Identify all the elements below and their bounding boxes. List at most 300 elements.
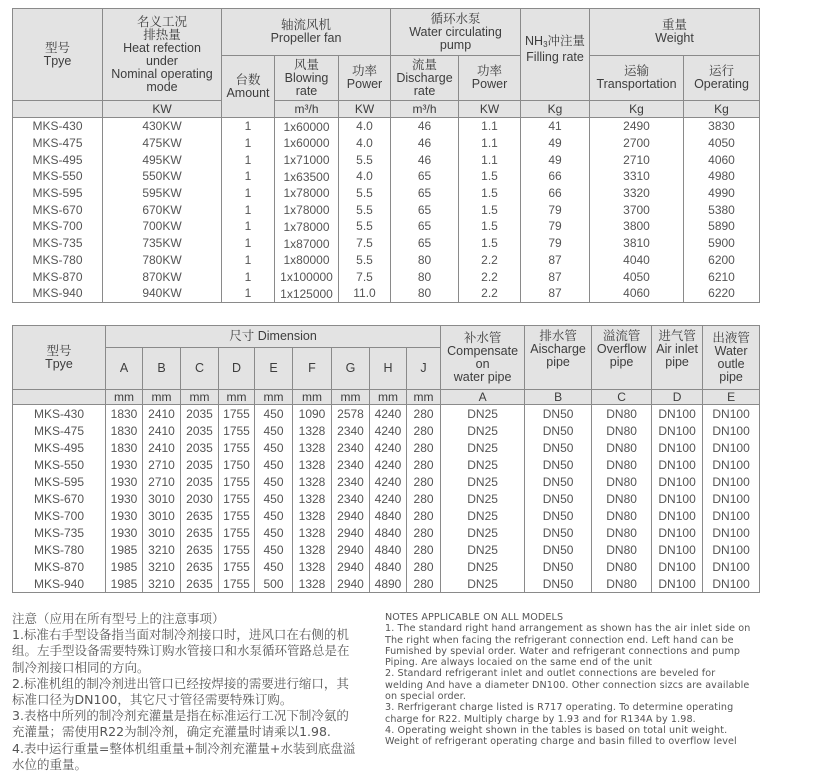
cell-air-inlet-pipe: DN100 — [652, 524, 703, 541]
header-amount-en: Amount — [226, 85, 270, 100]
water-cn: 出液管 — [712, 330, 750, 345]
cell-fan-power: 11.0 — [339, 285, 391, 302]
cell-c: 2635 — [181, 541, 219, 558]
cell-aischarge-pipe: DN50 — [525, 405, 592, 423]
cell-operating-weight: 4980 — [684, 168, 760, 185]
unit-discharge: m³/h — [391, 101, 459, 118]
cell-nh3-filling: 79 — [521, 201, 590, 218]
cell-fan-power: 5.5 — [339, 201, 391, 218]
cell-compensate-pipe: DN25 — [441, 422, 525, 439]
cell-model: MKS-700 — [13, 218, 103, 235]
notes-cn-line: 4.表中运行重量=整体机组重量+制冷剂充灌量+水装到底盘溢 — [12, 740, 356, 756]
cell-model: MKS-700 — [13, 507, 106, 524]
cell-operating-weight: 4990 — [684, 185, 760, 202]
dim-header-aischarge — [525, 326, 592, 390]
dim-letter-f: F — [293, 348, 332, 390]
cell-blowing-rate: 1x71000 — [275, 151, 339, 168]
cell-discharge-rate: 80 — [391, 268, 459, 285]
cell-pump-power: 2.2 — [459, 285, 521, 302]
overflow-en2: pipe — [609, 355, 634, 369]
cell-overflow-pipe: DN80 — [592, 405, 652, 423]
cell-e: 450 — [255, 507, 293, 524]
notes-en-line: charge for R22. Multiply charge by 1.93 and for R134A by 1.98. — [385, 713, 696, 725]
cell-model: MKS-870 — [13, 268, 103, 285]
cell-discharge-rate: 46 — [391, 151, 459, 168]
cell-h: 4890 — [370, 575, 407, 593]
cell-overflow-pipe: DN80 — [592, 473, 652, 490]
cell-operating-weight: 3830 — [684, 118, 760, 135]
cell-overflow-pipe: DN80 — [592, 422, 652, 439]
units-row — [13, 101, 760, 118]
cell-f: 1328 — [293, 473, 332, 490]
cell-j: 280 — [407, 422, 441, 439]
cell-e: 450 — [255, 456, 293, 473]
cell-pump-power: 1.5 — [459, 218, 521, 235]
cell-d: 1755 — [219, 422, 255, 439]
cell-water-outlet-pipe: DN100 — [703, 575, 760, 593]
cell-heat-rejection: 670KW — [103, 201, 222, 218]
cell-pump-power: 1.1 — [459, 135, 521, 152]
header-type-en: Tpye — [43, 53, 72, 68]
cell-f: 1090 — [293, 405, 332, 423]
cell-j: 280 — [407, 558, 441, 575]
header-blowing-cn: 风量 — [293, 57, 319, 72]
cell-h: 4240 — [370, 439, 407, 456]
cell-fan-power: 5.5 — [339, 218, 391, 235]
cell-fan-amount: 1 — [222, 218, 275, 235]
header-nh3-cn — [521, 35, 589, 51]
dim-unit: mm — [293, 390, 332, 405]
cell-d: 1755 — [219, 558, 255, 575]
cell-blowing-rate: 1x63500 — [275, 168, 339, 185]
cell-heat-rejection: 430KW — [103, 118, 222, 135]
cell-aischarge-pipe: DN50 — [525, 575, 592, 593]
header-amount — [222, 56, 275, 118]
cell-j: 280 — [407, 524, 441, 541]
cell-e: 450 — [255, 422, 293, 439]
cell-e: 500 — [255, 575, 293, 593]
header-discharge-en2: rate — [413, 83, 436, 98]
cell-nh3-filling: 87 — [521, 285, 590, 302]
cell-aischarge-pipe: DN50 — [525, 558, 592, 575]
dim-unit: B — [525, 390, 592, 405]
compensate-en2: on — [475, 356, 490, 371]
cell-aischarge-pipe: DN50 — [525, 507, 592, 524]
dim-letter-d: D — [219, 348, 255, 390]
cell-heat-rejection: 495KW — [103, 151, 222, 168]
table-row — [13, 168, 760, 185]
unit-type — [13, 101, 103, 118]
dimension-table — [12, 325, 760, 593]
notes-en-line: welding And have a diameter DN100. Other connection sizcs are available — [385, 679, 750, 691]
notes-cn-line: 3.表格中所列的制冷剂充灌量是指在标准运行工况下制冷氨的 — [12, 708, 349, 724]
cell-nh3-filling: 79 — [521, 218, 590, 235]
cell-heat-rejection: 550KW — [103, 168, 222, 185]
cell-aischarge-pipe: DN50 — [525, 541, 592, 558]
header-heat-en4: mode — [146, 79, 178, 94]
header-transportation — [590, 56, 684, 101]
header-fan-cn: 轴流风机 — [281, 18, 332, 32]
cell-water-outlet-pipe: DN100 — [703, 524, 760, 541]
cell-air-inlet-pipe: DN100 — [652, 439, 703, 456]
cell-b: 3010 — [143, 490, 181, 507]
cell-overflow-pipe: DN80 — [592, 575, 652, 593]
dim-unit: mm — [219, 390, 255, 405]
cell-water-outlet-pipe: DN100 — [703, 558, 760, 575]
cell-compensate-pipe: DN25 — [441, 490, 525, 507]
cell-e: 450 — [255, 439, 293, 456]
cell-g: 2940 — [332, 524, 370, 541]
header-type-cn: 型号 — [44, 40, 70, 55]
cell-f: 1328 — [293, 439, 332, 456]
cell-f: 1328 — [293, 456, 332, 473]
cell-air-inlet-pipe: DN100 — [652, 575, 703, 593]
header-fan-power-cn: 功率 — [352, 64, 378, 78]
cell-model: MKS-475 — [13, 135, 103, 152]
cell-b: 3210 — [143, 558, 181, 575]
header-blowing-en1: Blowing — [284, 70, 329, 85]
cell-compensate-pipe: DN25 — [441, 507, 525, 524]
cell-heat-rejection: 870KW — [103, 268, 222, 285]
notes-en-line: 4. Operating weight shown in the tables is based on total unit weight. — [385, 724, 728, 736]
cell-fan-power: 7.5 — [339, 268, 391, 285]
notes-en-line: Weight of refrigerant operating charge and basin filled to overflow level — [385, 736, 737, 748]
cell-water-outlet-pipe: DN100 — [703, 507, 760, 524]
dim-letter-b: B — [143, 348, 181, 390]
header-heat-cn2: 排热量 — [143, 27, 181, 42]
cell-discharge-rate: 65 — [391, 235, 459, 252]
notes-cn-line: 制冷剂接口相同的方向。 — [12, 659, 150, 675]
cell-e: 450 — [255, 524, 293, 541]
cell-b: 2710 — [143, 473, 181, 490]
cell-c: 2635 — [181, 507, 219, 524]
cell-fan-power: 5.5 — [339, 252, 391, 269]
cell-model: MKS-870 — [13, 558, 106, 575]
dim-letter-c: C — [181, 348, 219, 390]
header-operating-en: Operating — [694, 77, 749, 91]
dim-units-row — [13, 390, 760, 405]
header-operating — [684, 56, 760, 101]
header-pump-cn: 循环水泵 — [430, 11, 481, 26]
header-pump-power-cn: 功率 — [477, 64, 503, 78]
cell-discharge-rate: 65 — [391, 201, 459, 218]
cell-j: 280 — [407, 473, 441, 490]
cell-aischarge-pipe: DN50 — [525, 456, 592, 473]
table-row — [13, 456, 760, 473]
cell-g: 2940 — [332, 558, 370, 575]
cell-air-inlet-pipe: DN100 — [652, 490, 703, 507]
cell-compensate-pipe: DN25 — [441, 456, 525, 473]
cell-model: MKS-670 — [13, 490, 106, 507]
cell-transport-weight: 4040 — [590, 252, 684, 269]
dim-unit: E — [703, 390, 760, 405]
cell-c: 2635 — [181, 575, 219, 593]
dim-unit: D — [652, 390, 703, 405]
cell-model: MKS-475 — [13, 422, 106, 439]
airinlet-en2: pipe — [665, 355, 689, 369]
cell-operating-weight: 5380 — [684, 201, 760, 218]
notes-en-title: NOTES APPLICABLE ON ALL MODELS — [385, 612, 564, 623]
cell-water-outlet-pipe: DN100 — [703, 456, 760, 473]
cell-a: 1930 — [106, 490, 143, 507]
cell-overflow-pipe: DN80 — [592, 490, 652, 507]
header-transport-cn: 运输 — [624, 64, 650, 78]
cell-discharge-rate: 46 — [391, 135, 459, 152]
cell-b: 3210 — [143, 575, 181, 593]
header-pump-en2: pump — [439, 37, 472, 52]
cell-fan-amount: 1 — [222, 135, 275, 152]
cell-transport-weight: 4050 — [590, 268, 684, 285]
unit-fan-power: KW — [339, 101, 391, 118]
table-row — [13, 201, 760, 218]
table-row — [13, 439, 760, 456]
cell-model: MKS-495 — [13, 151, 103, 168]
cell-air-inlet-pipe: DN100 — [652, 558, 703, 575]
cell-compensate-pipe: DN25 — [441, 439, 525, 456]
cell-pump-power: 1.1 — [459, 151, 521, 168]
airinlet-cn: 进气管 — [658, 329, 696, 343]
cell-heat-rejection: 700KW — [103, 218, 222, 235]
cell-model: MKS-940 — [13, 575, 106, 593]
cell-b: 2410 — [143, 405, 181, 423]
cell-transport-weight: 2710 — [590, 151, 684, 168]
cell-d: 1755 — [219, 405, 255, 423]
cell-g: 2340 — [332, 473, 370, 490]
cell-b: 3010 — [143, 524, 181, 541]
cell-aischarge-pipe: DN50 — [525, 490, 592, 507]
cell-fan-amount: 1 — [222, 252, 275, 269]
table-row — [13, 473, 760, 490]
cell-heat-rejection: 780KW — [103, 252, 222, 269]
cell-g: 2940 — [332, 541, 370, 558]
cell-heat-rejection: 940KW — [103, 285, 222, 302]
dim-header-type-cn: 型号 — [46, 343, 72, 358]
cell-fan-amount: 1 — [222, 285, 275, 302]
cell-discharge-rate: 80 — [391, 252, 459, 269]
header-pump-en1: Water circulating — [409, 24, 502, 39]
aischarge-en1: Aischarge — [530, 342, 586, 356]
cell-f: 1328 — [293, 575, 332, 593]
header-blowing-en2: rate — [295, 83, 318, 98]
cell-h: 4240 — [370, 422, 407, 439]
notes-en-line: Fumished by spevial order. Water and refrigerant connections and pump — [385, 645, 741, 657]
cell-operating-weight: 4060 — [684, 151, 760, 168]
dim-letter-e: E — [255, 348, 293, 390]
cell-d: 1755 — [219, 541, 255, 558]
cell-nh3-filling: 49 — [521, 135, 590, 152]
header-heat-en3: Nominal operating — [111, 66, 213, 81]
header-nh3-filling — [521, 9, 590, 101]
cell-h: 4240 — [370, 473, 407, 490]
table-row — [13, 185, 760, 202]
cell-c: 2035 — [181, 456, 219, 473]
cell-j: 280 — [407, 490, 441, 507]
table-row — [13, 405, 760, 423]
cell-overflow-pipe: DN80 — [592, 558, 652, 575]
cell-f: 1328 — [293, 541, 332, 558]
table-row — [13, 490, 760, 507]
cell-discharge-rate: 65 — [391, 218, 459, 235]
cell-blowing-rate: 1x78000 — [275, 185, 339, 202]
compensate-en1: Compensate — [447, 343, 519, 358]
cell-c: 2035 — [181, 422, 219, 439]
notes-en-line: 1. The standard right hand arrangement as shown has the air inlet side on — [385, 623, 751, 635]
dim-unit: C — [592, 390, 652, 405]
cell-b: 2410 — [143, 439, 181, 456]
cell-overflow-pipe: DN80 — [592, 524, 652, 541]
header-transport-en: Transportation — [596, 77, 677, 91]
dim-unit: mm — [181, 390, 219, 405]
spec-table-body — [13, 118, 760, 303]
header-fan-en: Propeller fan — [270, 31, 342, 45]
cell-model: MKS-735 — [13, 524, 106, 541]
header-pump-power-en: Power — [471, 77, 508, 91]
cell-model: MKS-940 — [13, 285, 103, 302]
header-fan-power — [339, 56, 391, 101]
table-row — [13, 135, 760, 152]
header-discharge-cn: 流量 — [412, 57, 438, 72]
water-en3: pipe — [719, 369, 743, 384]
cell-nh3-filling: 66 — [521, 168, 590, 185]
cell-fan-power: 4.0 — [339, 118, 391, 135]
cell-c: 2030 — [181, 490, 219, 507]
cell-a: 1985 — [106, 558, 143, 575]
cell-j: 280 — [407, 405, 441, 423]
cell-g: 2940 — [332, 507, 370, 524]
cell-j: 280 — [407, 541, 441, 558]
cell-model: MKS-780 — [13, 252, 103, 269]
cell-blowing-rate: 1x78000 — [275, 201, 339, 218]
table-row — [13, 252, 760, 269]
dim-unit-type — [13, 390, 106, 405]
header-operating-cn: 运行 — [709, 64, 735, 78]
cell-h: 4240 — [370, 405, 407, 423]
notes-en-line: The right when facing the refrigerant connection end. Left hand can be — [385, 634, 734, 646]
cell-heat-rejection: 735KW — [103, 235, 222, 252]
cell-air-inlet-pipe: DN100 — [652, 456, 703, 473]
cell-discharge-rate: 80 — [391, 285, 459, 302]
cell-fan-power: 5.5 — [339, 185, 391, 202]
cell-transport-weight: 3700 — [590, 201, 684, 218]
cell-model: MKS-735 — [13, 235, 103, 252]
notes-en-line: 3. Rerfrigerant charge listed is R717 operating. To determine operating — [385, 702, 734, 714]
notes-cn-line: 水位的重量。 — [12, 756, 88, 772]
cell-model: MKS-495 — [13, 439, 106, 456]
cell-c: 2035 — [181, 473, 219, 490]
cell-model: MKS-595 — [13, 473, 106, 490]
cell-j: 280 — [407, 507, 441, 524]
cell-aischarge-pipe: DN50 — [525, 439, 592, 456]
nh3-cn: 冲注量 — [547, 34, 586, 48]
cell-aischarge-pipe: DN50 — [525, 524, 592, 541]
dim-letter-h: H — [370, 348, 407, 390]
cell-g: 2340 — [332, 439, 370, 456]
notes-cn-line: 充灌量；需使用R22为制冷剂，确定充灌量时请乘以1.98. — [12, 724, 331, 740]
cell-fan-amount: 1 — [222, 168, 275, 185]
cell-d: 1755 — [219, 439, 255, 456]
cell-d: 1755 — [219, 575, 255, 593]
cell-pump-power: 2.2 — [459, 268, 521, 285]
table-row — [13, 507, 760, 524]
table-row — [13, 422, 760, 439]
cell-discharge-rate: 65 — [391, 185, 459, 202]
overflow-cn: 溢流管 — [602, 329, 641, 343]
cell-c: 2035 — [181, 405, 219, 423]
dim-unit: mm — [106, 390, 143, 405]
compensate-cn: 补水管 — [463, 330, 502, 345]
cell-c: 2035 — [181, 439, 219, 456]
cell-model: MKS-595 — [13, 185, 103, 202]
cell-transport-weight: 3310 — [590, 168, 684, 185]
cell-operating-weight: 4050 — [684, 135, 760, 152]
dim-header-airinlet — [652, 326, 703, 390]
dimension-table-body — [13, 405, 760, 593]
cell-model: MKS-670 — [13, 201, 103, 218]
cell-nh3-filling: 66 — [521, 185, 590, 202]
cell-air-inlet-pipe: DN100 — [652, 507, 703, 524]
cell-water-outlet-pipe: DN100 — [703, 541, 760, 558]
cell-blowing-rate: 1x78000 — [275, 218, 339, 235]
cell-a: 1930 — [106, 456, 143, 473]
cell-f: 1328 — [293, 558, 332, 575]
cell-fan-amount: 1 — [222, 268, 275, 285]
cell-compensate-pipe: DN25 — [441, 575, 525, 593]
header-heat-en2: under — [146, 53, 178, 68]
notes-chinese — [12, 611, 384, 773]
table-row — [13, 218, 760, 235]
cell-fan-amount: 1 — [222, 185, 275, 202]
cell-model: MKS-550 — [13, 168, 103, 185]
notes-cn-line: 组。左手型设备需要特殊订购水管接口和水泵循环管路总是在 — [12, 643, 350, 659]
cell-model: MKS-780 — [13, 541, 106, 558]
cell-f: 1328 — [293, 490, 332, 507]
table-row — [13, 558, 760, 575]
cell-operating-weight: 6210 — [684, 268, 760, 285]
cell-heat-rejection: 475KW — [103, 135, 222, 152]
notes-en-line: on special order. — [385, 691, 466, 703]
header-fan-power-en: Power — [346, 77, 383, 91]
cell-fan-power: 4.0 — [339, 168, 391, 185]
cell-g: 2340 — [332, 490, 370, 507]
cell-h: 4240 — [370, 456, 407, 473]
unit-blowing: m³/h — [275, 101, 339, 118]
cell-pump-power: 1.5 — [459, 201, 521, 218]
dim-header-type — [13, 326, 106, 390]
dim-unit: mm — [407, 390, 441, 405]
cell-b: 2710 — [143, 456, 181, 473]
header-water-pump — [391, 9, 521, 56]
cell-nh3-filling: 41 — [521, 118, 590, 135]
cell-a: 1930 — [106, 473, 143, 490]
cell-h: 4840 — [370, 541, 407, 558]
table-row — [13, 268, 760, 285]
cell-pump-power: 1.5 — [459, 235, 521, 252]
dim-letter-a: A — [106, 348, 143, 390]
specification-table — [12, 8, 760, 303]
cell-operating-weight: 5900 — [684, 235, 760, 252]
dim-unit: mm — [370, 390, 407, 405]
airinlet-en1: Air inlet — [656, 342, 698, 356]
compensate-en3: water pipe — [453, 369, 512, 384]
cell-nh3-filling: 79 — [521, 235, 590, 252]
cell-model: MKS-550 — [13, 456, 106, 473]
cell-a: 1930 — [106, 507, 143, 524]
cell-overflow-pipe: DN80 — [592, 541, 652, 558]
header-weight — [590, 9, 760, 56]
cell-j: 280 — [407, 439, 441, 456]
dim-unit: A — [441, 390, 525, 405]
header-discharge-rate — [391, 56, 459, 101]
